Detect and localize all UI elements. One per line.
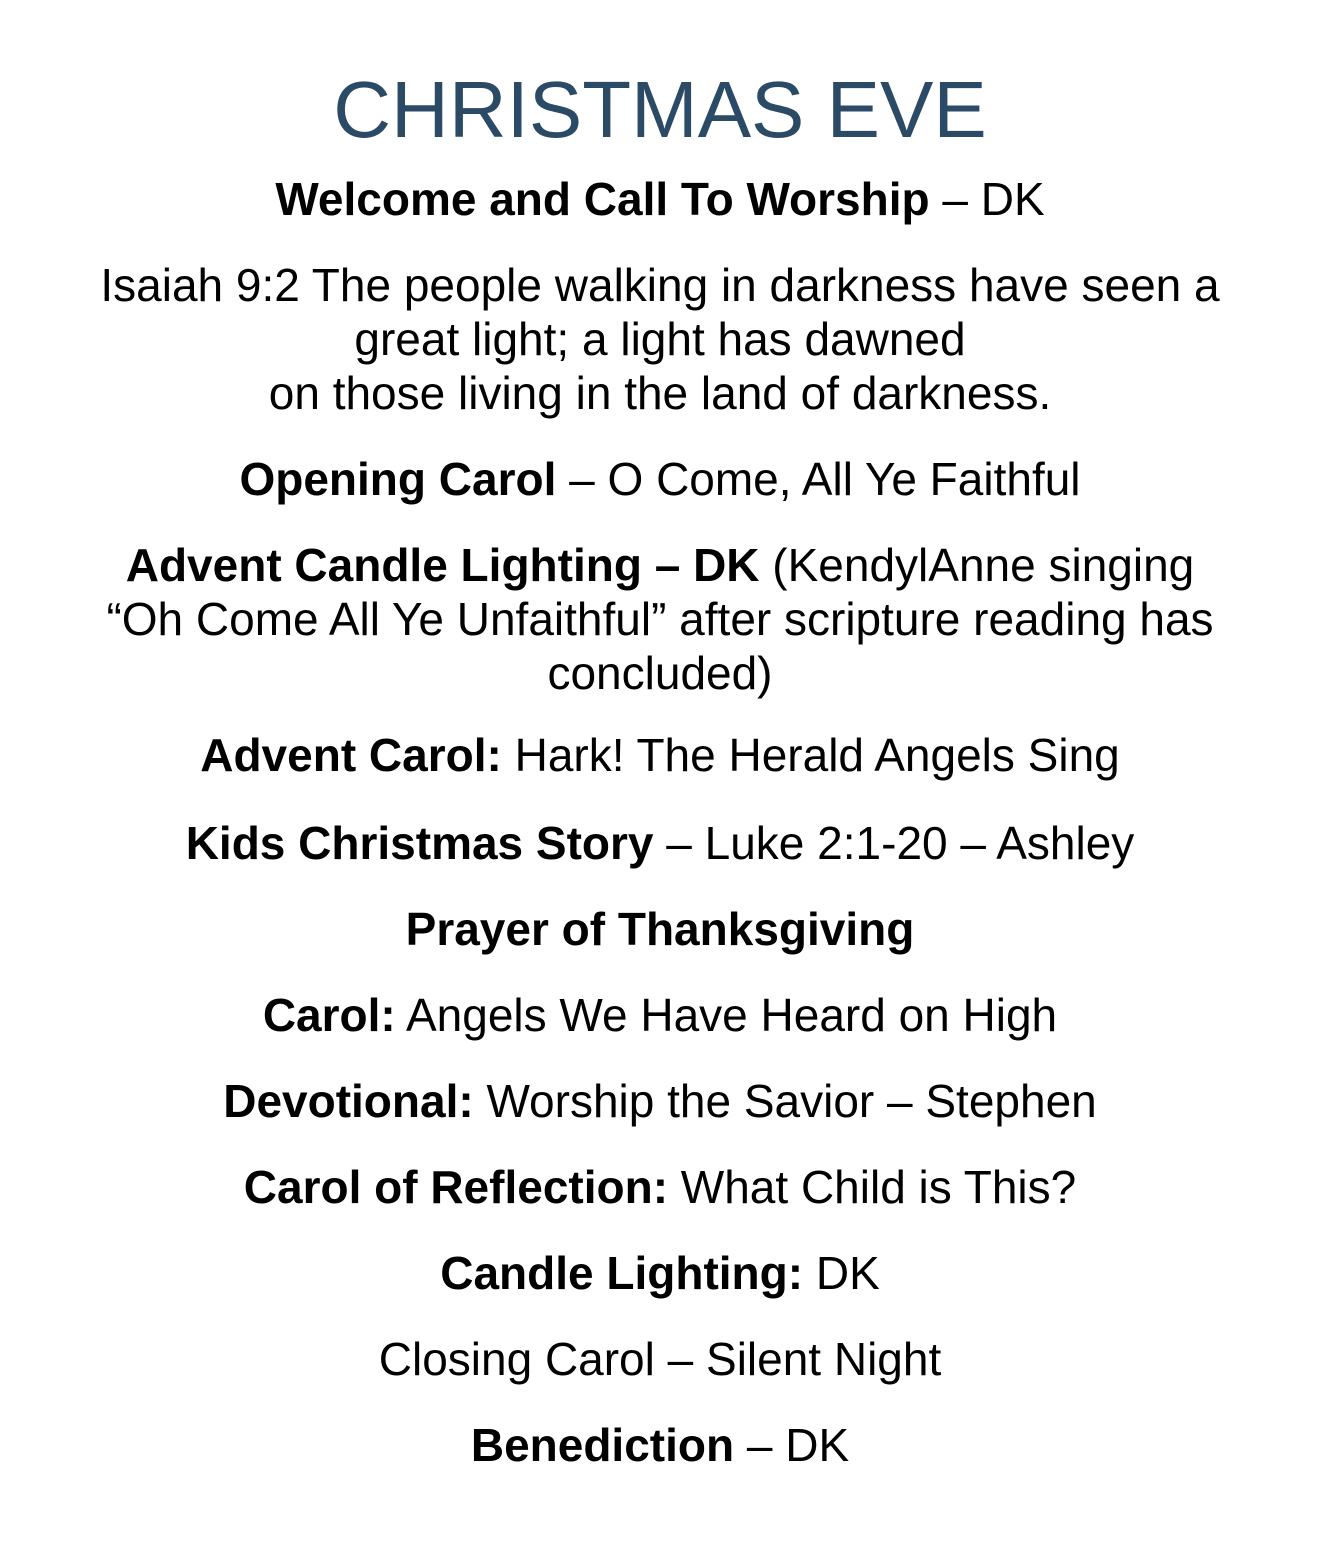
service-item-advent-candle-lighting xyxy=(40,538,1280,700)
scripture-line: great light; a light has dawned xyxy=(354,313,966,365)
service-item-carol-of-reflection xyxy=(40,1160,1280,1214)
scripture-line: Isaiah 9:2 The people walking in darkness have seen a xyxy=(100,259,1220,311)
service-item-label: Devotional: xyxy=(223,1075,474,1127)
service-item-detail-line: (KendylAnne singing xyxy=(759,539,1195,591)
service-item-kids-christmas-story xyxy=(40,816,1280,870)
service-item-detail: Angels We Have Heard on High xyxy=(395,989,1058,1041)
service-item-detail-line: “Oh Come All Ye Unfaithful” after scripture reading has xyxy=(106,593,1214,645)
service-item-benediction xyxy=(40,1418,1280,1472)
service-item-carol xyxy=(40,988,1280,1042)
service-item-prayer xyxy=(40,902,1280,956)
service-item-label: Prayer of Thanksgiving xyxy=(405,903,915,955)
service-item-detail: DK xyxy=(803,1247,880,1299)
scripture-line: on those living in the land of darkness. xyxy=(268,367,1052,419)
service-item-detail: – Luke 2:1-20 – Ashley xyxy=(653,817,1135,869)
scripture-reading xyxy=(40,258,1280,420)
service-item-detail: What Child is This? xyxy=(668,1161,1077,1213)
service-item-label: Carol of Reflection: xyxy=(243,1161,669,1213)
service-item-label: Welcome and Call To Worship xyxy=(275,173,930,225)
service-item-devotional xyxy=(40,1074,1280,1128)
service-item-detail: Worship the Savior – Stephen xyxy=(473,1075,1097,1127)
service-item-label: Opening Carol xyxy=(239,453,557,505)
service-item-detail: Hark! The Herald Angels Sing xyxy=(501,729,1120,781)
service-item-detail-line: concluded) xyxy=(547,647,773,699)
service-item-candle-lighting xyxy=(40,1246,1280,1300)
service-item-label: Advent Carol: xyxy=(200,729,502,781)
service-item-label: Candle Lighting: xyxy=(440,1247,804,1299)
service-item-welcome xyxy=(40,172,1280,226)
service-item-label: Advent Candle Lighting – DK xyxy=(125,539,760,591)
service-item-opening-carol xyxy=(40,452,1280,506)
service-item-detail: Closing Carol – Silent Night xyxy=(378,1333,942,1385)
service-item-label: Kids Christmas Story xyxy=(185,817,654,869)
service-item-label: Carol: xyxy=(262,989,396,1041)
service-item-detail: – DK xyxy=(929,173,1045,225)
service-item-closing-carol xyxy=(40,1332,1280,1386)
service-item-label: Benediction xyxy=(470,1419,735,1471)
service-item-detail: – DK xyxy=(734,1419,850,1471)
service-item-detail: – O Come, All Ye Faithful xyxy=(556,453,1081,505)
page-title: CHRISTMAS EVE xyxy=(333,65,987,154)
service-item-advent-carol xyxy=(40,728,1280,782)
